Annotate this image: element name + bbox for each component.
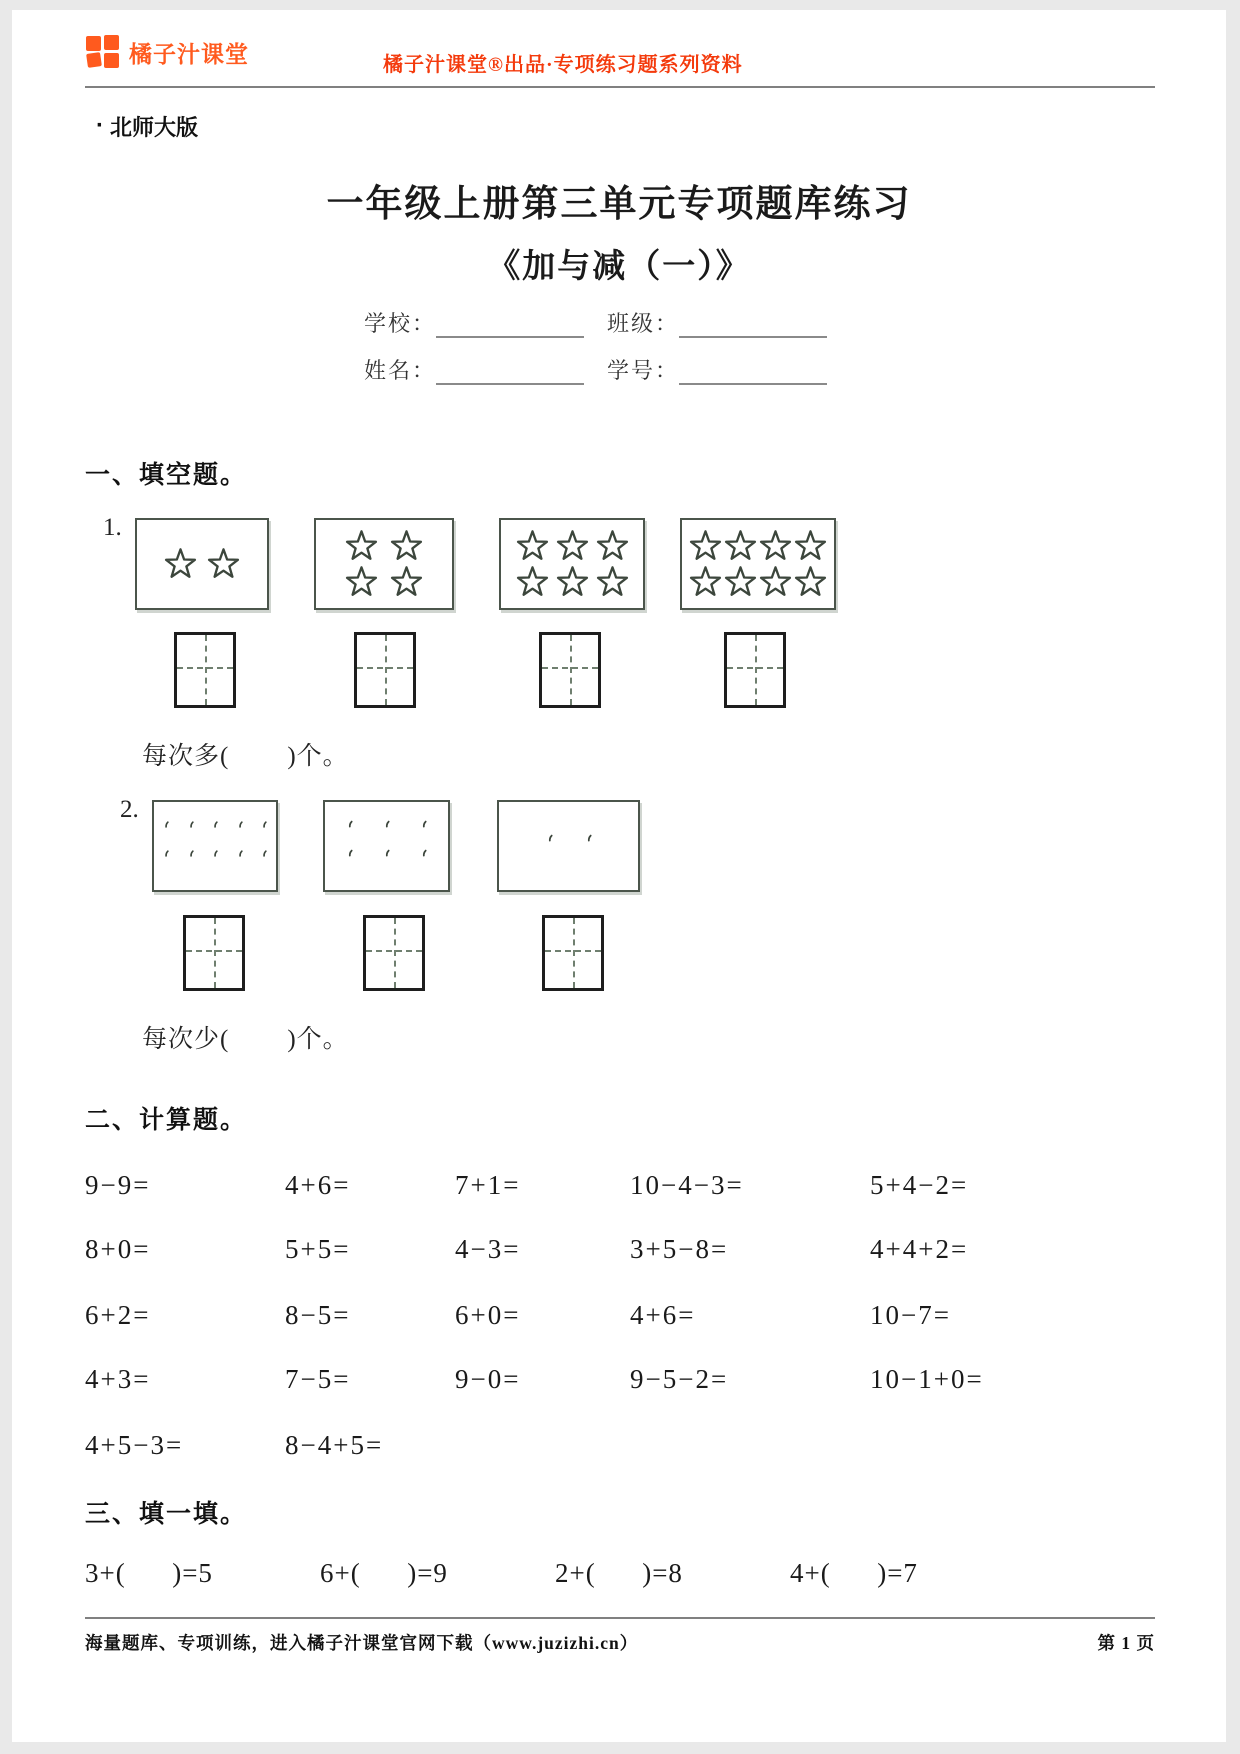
calc-problem[interactable]: 8−4+5= [285,1430,384,1460]
name-blank-line[interactable] [436,359,584,385]
star-outline-icon [689,530,722,563]
footer [85,1630,1155,1655]
apple-row [154,848,276,874]
dashed-cross [542,667,598,669]
star-outline-icon [759,566,792,599]
apple-row [325,819,448,845]
star-outline-icon [516,566,549,599]
question-2 [120,796,640,892]
calc-row [85,1300,1175,1331]
apple-outline-icon [374,848,399,874]
star-row [316,566,452,599]
star-outline-icon [390,566,423,599]
brand-logo [85,34,249,70]
fill-problem[interactable]: 2+( )=8 [555,1558,683,1588]
calc-problem[interactable]: 4−3= [455,1234,521,1264]
question-1-prompt: 每次多( )个。 [142,743,349,770]
dashed-cross [545,950,601,952]
school-blank-line[interactable] [436,312,584,338]
class-label: 班级： [607,311,680,336]
class-blank-line[interactable] [679,312,827,338]
apple-outline-icon [252,819,276,845]
dashed-cross [205,635,207,705]
calc-row [85,1364,1175,1395]
star-row [682,566,834,599]
footer-info: 海量题库、专项训练，进入橘子汁课堂官网下载（www.juzizhi.cn） [85,1633,639,1653]
calc-problem[interactable]: 4+5−3= [85,1430,184,1460]
apple-outline-icon [228,848,252,874]
worksheet-title: 一年级上册第三单元专项题库练习 [326,184,912,225]
dashed-cross [570,635,572,705]
calc-row [85,1170,1175,1201]
fill-problem[interactable]: 3+( )=5 [85,1558,213,1588]
worksheet-subtitle: 《加与减（一）》 [487,249,751,285]
apple-box-2 [497,800,640,892]
dashed-cross [177,667,233,669]
star-box-8 [680,518,836,610]
apple-outline-icon [537,833,562,859]
edition-text: 北师大版 [110,115,199,140]
calc-problem[interactable]: 9−5−2= [630,1364,729,1394]
answer-grid-box[interactable] [539,632,601,708]
calc-problem[interactable]: 8−5= [285,1300,351,1330]
star-row [316,530,452,563]
calc-problem[interactable]: 4+6= [285,1170,351,1200]
brand-name: 橘子汁课堂 [129,40,249,67]
student-no-label: 学号： [607,358,680,383]
apple-outline-icon [228,819,252,845]
fill-in-row [85,1558,1175,1589]
header-tagline: 橘子汁课堂®出品·专项练习题系列资料 [383,54,743,76]
calc-problem[interactable]: 10−7= [870,1300,951,1330]
name-label: 姓名： [364,358,437,383]
school-label: 学校： [364,311,437,336]
student-info-row-1 [364,307,827,338]
dashed-cross [573,918,575,988]
calc-row [85,1430,1175,1461]
apple-outline-icon [411,819,436,845]
fill-problem[interactable]: 4+( )=7 [790,1558,918,1588]
star-outline-icon [689,566,722,599]
apple-outline-icon [179,848,203,874]
star-outline-icon [596,566,629,599]
dashed-cross [214,918,216,988]
student-no-blank-line[interactable] [679,359,827,385]
star-outline-icon [759,530,792,563]
calc-problem[interactable]: 4+6= [630,1300,696,1330]
star-outline-icon [345,530,378,563]
worksheet-page [12,10,1226,1742]
question-2-prompt: 每次少( )个。 [142,1026,349,1053]
question-1-number: 1. [103,514,122,541]
dashed-cross [366,950,422,952]
four-squares-logo-icon [85,34,121,70]
star-box-2 [135,518,269,610]
star-outline-icon [345,566,378,599]
calc-problem[interactable]: 8+0= [85,1234,151,1264]
answer-grid-box[interactable] [174,632,236,708]
star-row [682,530,834,563]
star-row [501,530,643,563]
calc-problem[interactable]: 4+3= [85,1364,151,1394]
dashed-cross [357,667,413,669]
header-divider [85,86,1155,88]
dashed-cross [385,635,387,705]
question-2-number: 2. [120,796,139,823]
calc-problem[interactable]: 7−5= [285,1364,351,1394]
section-2-heading: 二、计算题。 [85,1107,248,1134]
footer-divider [85,1617,1155,1619]
star-outline-icon [516,530,549,563]
calc-problem[interactable]: 10−1+0= [870,1364,984,1394]
star-outline-icon [596,530,629,563]
apple-outline-icon [337,819,362,845]
apple-outline-icon [337,848,362,874]
dashed-cross [755,635,757,705]
calc-problem[interactable]: 5+4−2= [870,1170,969,1200]
calc-problem[interactable]: 7+1= [455,1170,521,1200]
star-outline-icon [207,548,240,581]
star-box-4 [314,518,454,610]
star-row [137,548,267,581]
page-number: 第 1 页 [1097,1633,1155,1653]
star-outline-icon [724,530,757,563]
apple-outline-icon [374,819,399,845]
answer-grid-box[interactable] [724,632,786,708]
apple-row [325,848,448,874]
fill-problem[interactable]: 6+( )=9 [320,1558,448,1588]
apple-outline-icon [411,848,436,874]
star-outline-icon [724,566,757,599]
apple-outline-icon [203,848,227,874]
star-outline-icon [794,530,827,563]
section-3-heading: 三、填一填。 [85,1501,248,1528]
apple-outline-icon [203,819,227,845]
calc-problem[interactable]: 10−4−3= [630,1170,744,1200]
calc-problem[interactable]: 3+5−8= [630,1234,729,1264]
apple-box-6 [323,800,450,892]
apple-outline-icon [576,833,601,859]
answer-grid-box[interactable] [183,915,245,991]
calc-problem[interactable]: 6+0= [455,1300,521,1330]
star-outline-icon [794,566,827,599]
star-row [501,566,643,599]
star-outline-icon [556,530,589,563]
calc-problem[interactable]: 5+5= [285,1234,351,1264]
answer-grid-box[interactable] [354,632,416,708]
student-info-row-2 [364,354,827,385]
edition-label [96,111,198,142]
apple-row [154,819,276,845]
apple-row [499,833,638,859]
answer-grid-box[interactable] [542,915,604,991]
calc-problem[interactable]: 6+2= [85,1300,151,1330]
calc-row [85,1234,1175,1265]
section-1-heading: 一、填空题。 [85,462,248,489]
dashed-cross [394,918,396,988]
apple-outline-icon [179,819,203,845]
calc-problem[interactable]: 4+4+2= [870,1234,969,1264]
apple-outline-icon [252,848,276,874]
dashed-cross [186,950,242,952]
apple-outline-icon [154,848,178,874]
star-outline-icon [390,530,423,563]
star-outline-icon [164,548,197,581]
calc-problem[interactable]: 9−9= [85,1170,151,1200]
apple-outline-icon [154,819,178,845]
apple-box-10 [152,800,278,892]
star-box-6 [499,518,645,610]
star-outline-icon [556,566,589,599]
calc-problem[interactable]: 9−0= [455,1364,521,1394]
edition-bullet: · [96,112,104,139]
answer-grid-box[interactable] [363,915,425,991]
dashed-cross [727,667,783,669]
question-1 [103,514,836,610]
